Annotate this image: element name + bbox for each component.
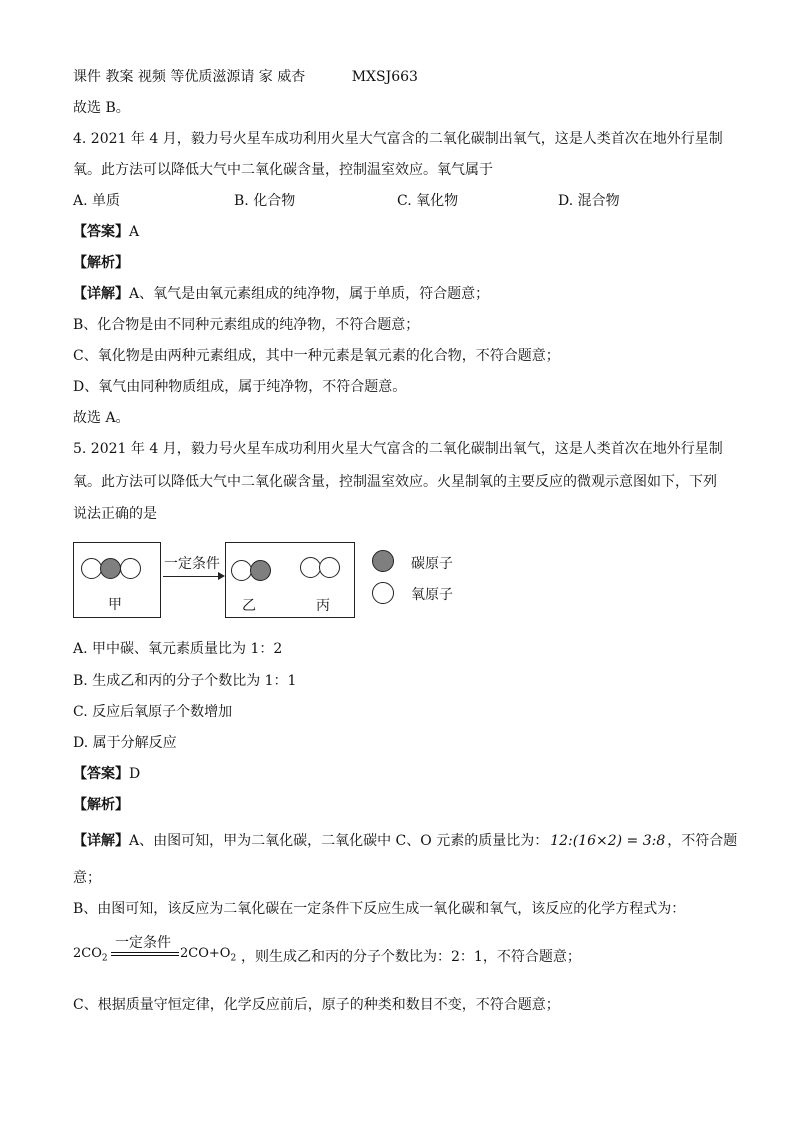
q4-option-c: C. 氧化物	[397, 193, 459, 209]
q4-detail-d: D、氧气由同种物质组成，属于纯净物，不符合题意。	[73, 379, 407, 395]
oxygen-atom-icon	[300, 557, 321, 578]
header-code: MXSJ663	[351, 69, 418, 85]
legend-oxygen-icon	[372, 582, 394, 604]
q5-stem-line3: 说法正确的是	[73, 506, 157, 522]
q5-analysis-tag: 【解析】	[73, 797, 129, 813]
equation-tail: ，则生成乙和丙的分子个数比为：2：1，不符合题意；	[241, 949, 581, 965]
q5-detail-a-tail: ，不符合题	[667, 833, 738, 849]
q4-answer-tag: 【答案】	[73, 224, 129, 240]
label-yi: 乙	[242, 598, 256, 614]
q4-option-d: D. 混合物	[558, 193, 620, 209]
q4-option-a: A. 单质	[73, 193, 121, 209]
product-box	[225, 542, 355, 618]
reaction-diagram	[73, 540, 453, 620]
equation-reactant: $2CO_2$	[73, 946, 108, 964]
legend-carbon-icon	[372, 550, 394, 572]
q3-conclusion: 故选 B。	[73, 100, 130, 116]
q4-detail-a	[73, 285, 489, 303]
arrow-head-icon	[218, 572, 225, 580]
header-line	[73, 68, 418, 86]
q5-option-b: B. 生成乙和丙的分子个数比为 1：1	[73, 673, 297, 689]
reaction-condition: 一定条件	[164, 556, 220, 572]
q5-detail-tag: 【详解】	[73, 833, 129, 849]
q4-stem-line1: 4. 2021 年 4 月，毅力号火星车成功利用火星大气富含的二氧化碳制出氧气，这是人类首次在地外行星制	[73, 131, 723, 147]
carbon-atom-icon	[250, 560, 271, 581]
carbon-atom-icon	[100, 558, 121, 579]
q4-detail-c: C、氧化物是由两种元素组成，其中一种元素是氧元素的化合物，不符合题意；	[73, 348, 560, 364]
q4-option-b: B. 化合物	[234, 193, 296, 209]
q5-stem-line1: 5. 2021 年 4 月，毅力号火星车成功利用火星大气富含的二氧化碳制出氧气，这是人类首次在地外行星制	[73, 441, 723, 457]
q5-option-c: C. 反应后氧原子个数增加	[73, 704, 233, 720]
q5-stem-line2: 氧。此方法可以降低大气中二氧化碳含量，控制温室效应。火星制氧的主要反应的微观示意图如下，下列	[73, 474, 717, 490]
q4-answer-value: A	[129, 224, 140, 240]
reactant-box	[73, 542, 161, 618]
q5-detail-a-line2: 意；	[73, 870, 101, 886]
q4-detail-b: B、化合物是由不同种元素组成的纯净物，不符合题意；	[73, 317, 420, 333]
q5-detail-b: B、由图可知，该反应为二氧化碳在一定条件下反应生成一氧化碳和氧气，该反应的化学方程式为：	[73, 901, 686, 917]
reaction-arrow	[163, 576, 219, 577]
q5-option-a: A. 甲中碳、氧元素质量比为 1：2	[73, 641, 283, 657]
header-text: 课件 教案 视频 等优质滋源请 家 威杏	[73, 69, 306, 85]
q5-answer-tag: 【答案】	[73, 766, 129, 782]
q4-analysis-tag: 【解析】	[73, 255, 129, 271]
q5-option-d: D. 属于分解反应	[73, 735, 177, 751]
q4-stem-line2: 氧。此方法可以降低大气中二氧化碳含量，控制温室效应。氧气属于	[73, 162, 493, 178]
label-bing: 丙	[316, 598, 330, 614]
q4-answer	[73, 223, 139, 241]
equation-bar	[111, 955, 179, 956]
label-jia: 甲	[108, 597, 122, 613]
q4-conclusion: 故选 A。	[73, 410, 130, 426]
legend-oxygen-label: 氧原子	[411, 587, 453, 603]
equation-bar	[111, 952, 179, 953]
equation-condition: 一定条件	[115, 935, 171, 951]
oxygen-atom-icon	[319, 557, 340, 578]
q5-answer	[73, 765, 140, 783]
q4-detail-tag: 【详解】	[73, 286, 129, 302]
q4-detail-a-text: A、氧气是由氧元素组成的纯净物，属于单质，符合题意；	[129, 286, 490, 302]
oxygen-atom-icon	[120, 558, 141, 579]
q5-detail-a-text: A、由图可知，甲为二氧化碳，二氧化碳中 C、O 元素的质量比为：	[129, 833, 549, 849]
q5-detail-c: C、根据质量守恒定律，化学反应前后，原子的种类和数目不变，不符合题意；	[73, 997, 560, 1013]
equation-products: $2CO+O_2$	[180, 946, 237, 964]
mass-ratio-formula: 12:(16×2) = 3:8	[550, 833, 666, 849]
oxygen-atom-icon	[231, 560, 252, 581]
oxygen-atom-icon	[81, 558, 102, 579]
q5-detail-a	[73, 832, 737, 850]
q5-answer-value: D	[129, 766, 141, 782]
legend-carbon-label: 碳原子	[411, 556, 453, 572]
